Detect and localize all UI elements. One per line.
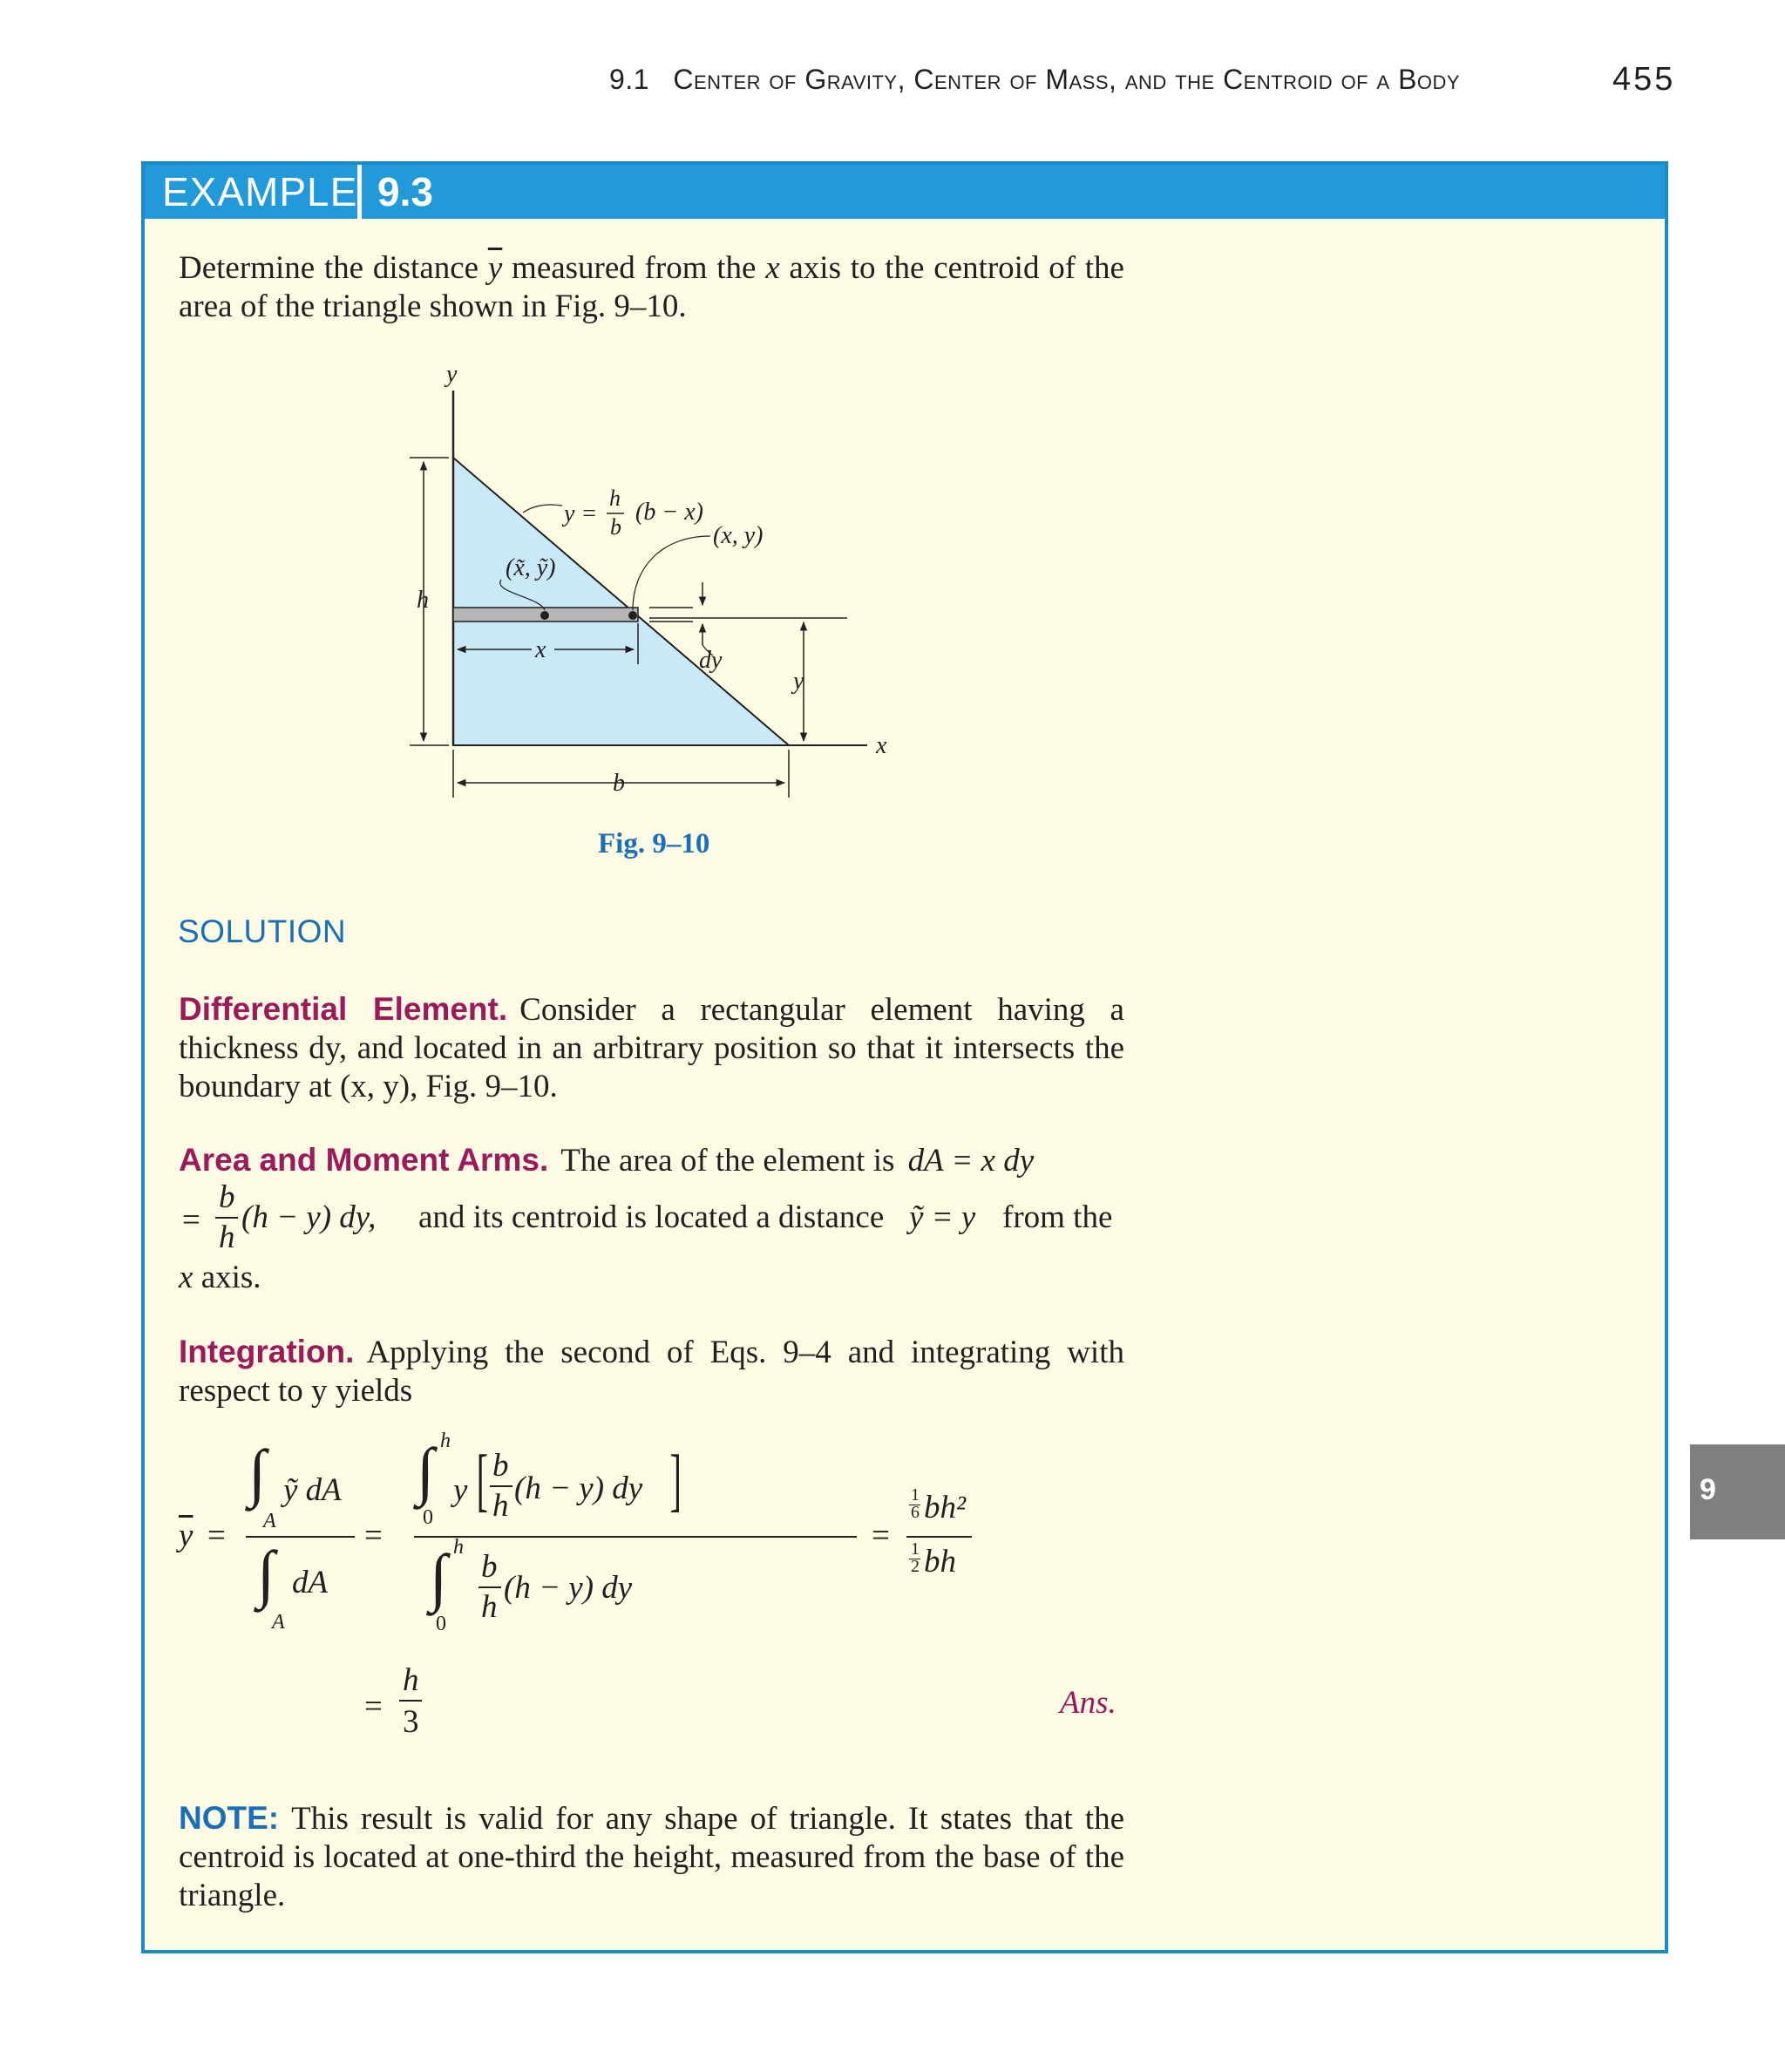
triangle-area bbox=[453, 458, 789, 745]
x-axis-label: x bbox=[876, 732, 887, 759]
base-label: b bbox=[613, 770, 625, 797]
integral-sign: ∫ bbox=[248, 1437, 267, 1509]
example-divider bbox=[357, 165, 362, 219]
triangle-figure bbox=[366, 353, 924, 806]
line-eq-rhs: (b − x) bbox=[635, 499, 703, 526]
chapter-tab-label: 9 bbox=[1700, 1473, 1716, 1506]
result-numerator: h bbox=[403, 1662, 419, 1698]
area-moment-line2: = b h (h − y) dy, and its centroid is located a distance ỹ = y from the bbox=[182, 1179, 1113, 1255]
line-eq-denominator: b bbox=[610, 514, 621, 540]
integral-sign: ∫ bbox=[417, 1436, 435, 1507]
page-number: 455 bbox=[1612, 61, 1676, 98]
example-label: EXAMPLE bbox=[162, 169, 358, 214]
element-width-label: x bbox=[535, 636, 546, 663]
section-number: 9.1 bbox=[609, 64, 649, 95]
y-distance-label: y bbox=[793, 668, 804, 695]
line-eq-lhs: y = bbox=[564, 500, 598, 527]
section-title: Center of Gravity, Center of Mass, and the Centroid of a Body bbox=[673, 64, 1461, 95]
differential-element-lead: Differential Element. bbox=[179, 991, 508, 1027]
point-label: (x, y) bbox=[713, 522, 764, 549]
area-moment-paragraph-line1: Area and Moment Arms. The area of the element is dA = x dy bbox=[179, 1142, 1035, 1179]
result-denominator: 3 bbox=[403, 1704, 419, 1740]
example-number: 9.3 bbox=[377, 169, 433, 214]
integration-paragraph: Integration. Applying the second of Eqs. 9–4 and integrating with respect to y yields bbox=[179, 1334, 1124, 1409]
integration-lead: Integration. bbox=[179, 1334, 355, 1369]
differential-element-paragraph: Differential Element. Consider a rectangular element having a thickness dy, and located in an arbitrary position so that it intersects the boundary at (x, y), Fig. 9–10. bbox=[179, 991, 1124, 1104]
answer-label: Ans. bbox=[1060, 1685, 1116, 1721]
area-moment-lead: Area and Moment Arms. bbox=[179, 1142, 549, 1178]
centroid-dot bbox=[540, 611, 549, 620]
example-title-bar bbox=[145, 165, 1665, 219]
centroid-label: (x̃, ỹ) bbox=[506, 554, 556, 581]
ybar-symbol: $\overline{y}$ bbox=[487, 250, 503, 286]
line-eq-numerator: h bbox=[609, 486, 621, 511]
centroid-equation: $\overline{y}$ = ∫ A ỹ dA ∫ A dA = ∫ h 0 y [ b h (h − y) dy ] ∫ h 0 b h (h − y) dy = 1 6 bh² 1 2 bh = h 3 Ans. bbox=[179, 1430, 1116, 1740]
thickness-label: dy bbox=[699, 647, 723, 674]
integral-sign: ∫ bbox=[430, 1542, 448, 1613]
running-header bbox=[609, 64, 1460, 96]
area-equation: dA = x dy bbox=[907, 1143, 1035, 1179]
solution-heading: SOLUTION bbox=[178, 914, 347, 949]
integral-sign: ∫ bbox=[257, 1539, 275, 1610]
area-moment-line3: x axis. bbox=[179, 1260, 261, 1295]
ybar-lhs: $\overline{y}$ bbox=[179, 1518, 193, 1553]
height-label: h bbox=[417, 587, 429, 614]
line-eq-leader bbox=[523, 505, 562, 513]
note-lead: NOTE: bbox=[179, 1800, 280, 1836]
note-paragraph: NOTE: This result is valid for any shape of triangle. It states that the centroid is located at one-third the height, measured from the base of the triangle. bbox=[179, 1800, 1124, 1913]
problem-statement: Determine the distance $\overline{y}$ measured from the x axis to the centroid of the area of the triangle shown in Fig. 9–10. bbox=[179, 250, 1124, 324]
boundary-point-dot bbox=[628, 611, 637, 620]
point-leader bbox=[633, 536, 710, 610]
figure-caption: Fig. 9–10 bbox=[598, 828, 710, 859]
y-axis-label: y bbox=[446, 361, 458, 388]
